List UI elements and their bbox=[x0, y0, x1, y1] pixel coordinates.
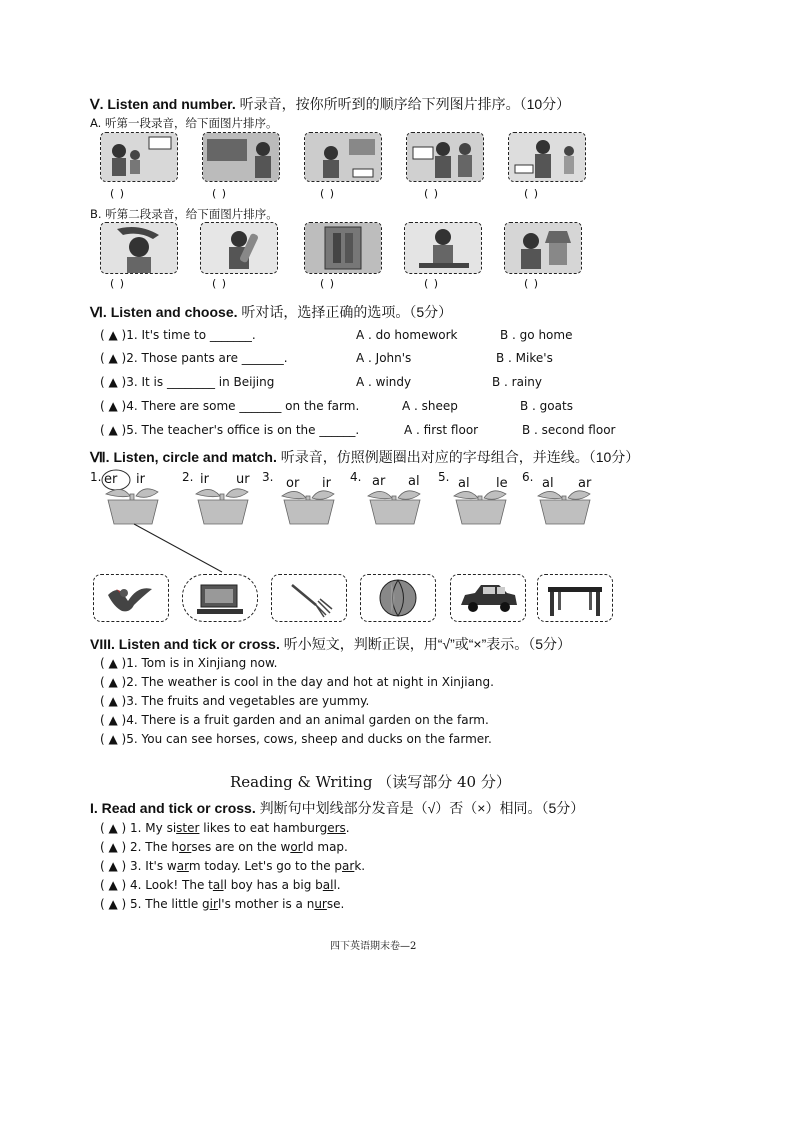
flower-number: 1. bbox=[90, 470, 102, 484]
s8-item-2: ( ▲ )2. The weather is cool in the day and hot at night in Xinjiang. bbox=[100, 675, 494, 689]
section-5-title: Ⅴ. Listen and number. 听录音，按你所听到的顺序给下列图片排序。（10分） bbox=[90, 96, 571, 112]
answer-paren-a5[interactable]: ( ) bbox=[524, 187, 540, 200]
flower-left-letters[interactable]: ir bbox=[200, 472, 209, 487]
s8-item-4: ( ▲ )4. There is a fruit garden and an animal garden on the farm. bbox=[100, 713, 489, 727]
flower-left-letters[interactable]: ar bbox=[372, 474, 386, 489]
section-8-title: VIII. Listen and tick or cross. 听小短文，判断正误，用“√”或“×”表示。（5分） bbox=[90, 636, 572, 652]
s6-q1-option-b[interactable]: B . go home bbox=[500, 328, 573, 342]
computer-icon bbox=[183, 575, 257, 621]
picture-b1 bbox=[100, 222, 178, 274]
s6-q3-option-b[interactable]: B . rainy bbox=[492, 375, 543, 389]
answer-paren-a3[interactable]: ( ) bbox=[320, 187, 336, 200]
s6-question-5: ( ▲ )5. The teacher's office is on the ______. bbox=[100, 423, 360, 437]
flower-right-letters[interactable]: le bbox=[496, 476, 508, 491]
picture-a2 bbox=[202, 132, 280, 182]
bird-icon bbox=[94, 575, 168, 621]
answer-paren-b3[interactable]: ( ) bbox=[320, 277, 336, 290]
answer-paren-b5[interactable]: ( ) bbox=[524, 277, 540, 290]
section-5a-label: A. 听第一段录音，给下面图片排序。 bbox=[90, 116, 278, 130]
picture-b4 bbox=[404, 222, 482, 274]
s8-item-1: ( ▲ )1. Tom is in Xinjiang now. bbox=[100, 656, 278, 670]
answer-paren-b2[interactable]: ( ) bbox=[212, 277, 228, 290]
picture-a3 bbox=[304, 132, 382, 182]
s1-item-1: ( ▲ ) 1. My sister likes to eat hamburgers. bbox=[100, 821, 350, 835]
s6-question-1: ( ▲ )1. It's time to _______. bbox=[100, 328, 256, 342]
s6-question-4: ( ▲ )4. There are some _______ on the farm. bbox=[100, 399, 360, 413]
answer-paren-a2[interactable]: ( ) bbox=[212, 187, 228, 200]
s6-question-3: ( ▲ )3. It is ________ in Beijing bbox=[100, 375, 275, 389]
section-1-title: I. Read and tick or cross. 判断句中划线部分发音是（√）否（×）相同。（5分） bbox=[90, 800, 585, 816]
s6-q2-option-a[interactable]: A . John's bbox=[356, 351, 412, 365]
picture-a5 bbox=[508, 132, 586, 182]
picture-b3 bbox=[304, 222, 382, 274]
ball-icon bbox=[361, 575, 435, 621]
s6-q1-option-a[interactable]: A . do homework bbox=[356, 328, 458, 342]
flower-right-letters[interactable]: ar bbox=[578, 476, 592, 491]
s1-item-2: ( ▲ ) 2. The horses are on the world map. bbox=[100, 840, 348, 854]
section-5b-label: B. 听第二段录音，给下面图片排序。 bbox=[90, 207, 278, 221]
s8-item-3: ( ▲ )3. The fruits and vegetables are yummy. bbox=[100, 694, 370, 708]
picture-b5 bbox=[504, 222, 582, 274]
s6-q2-option-b[interactable]: B . Mike's bbox=[496, 351, 553, 365]
s6-q4-option-b[interactable]: B . goats bbox=[520, 399, 573, 413]
fork-icon bbox=[272, 575, 346, 621]
flower-left-letters[interactable]: er bbox=[104, 472, 118, 487]
picture-b2 bbox=[200, 222, 278, 274]
flower-left-letters[interactable]: al bbox=[458, 476, 470, 491]
picture-a4 bbox=[406, 132, 484, 182]
s1-item-4: ( ▲ ) 4. Look! The tall boy has a big ball. bbox=[100, 878, 341, 892]
flower-right-letters[interactable]: ur bbox=[236, 472, 250, 487]
flower-number: 5. bbox=[438, 470, 450, 484]
flower-number: 3. bbox=[262, 470, 274, 484]
flower-number: 2. bbox=[182, 470, 194, 484]
s1-item-5: ( ▲ ) 5. The little girl's mother is a nurse. bbox=[100, 897, 345, 911]
object-fork[interactable] bbox=[271, 574, 347, 622]
flower-left-letters[interactable]: al bbox=[542, 476, 554, 491]
answer-paren-b4[interactable]: ( ) bbox=[424, 277, 440, 290]
object-computer[interactable] bbox=[182, 574, 258, 622]
answer-paren-b1[interactable]: ( ) bbox=[110, 277, 126, 290]
s6-q4-option-a[interactable]: A . sheep bbox=[402, 399, 458, 413]
flower-right-letters[interactable]: ir bbox=[322, 476, 331, 491]
picture-a1 bbox=[100, 132, 178, 182]
s6-q5-option-b[interactable]: B . second floor bbox=[522, 423, 616, 437]
object-bird[interactable] bbox=[93, 574, 169, 622]
car-icon bbox=[451, 575, 525, 621]
reading-writing-title: Reading & Writing （读写部分 40 分） bbox=[230, 773, 511, 791]
section-6-title: Ⅵ. Listen and choose. 听对话，选择正确的选项。（5分） bbox=[90, 304, 453, 320]
flower-number: 6. bbox=[522, 470, 534, 484]
page-footer: 四下英语期末卷—2 bbox=[330, 941, 417, 952]
flower-right-letters[interactable]: ir bbox=[136, 472, 145, 487]
s6-q3-option-a[interactable]: A . windy bbox=[356, 375, 412, 389]
s1-item-3: ( ▲ ) 3. It's warm today. Let's go to the park. bbox=[100, 859, 366, 873]
s6-question-2: ( ▲ )2. Those pants are _______. bbox=[100, 351, 288, 365]
flower-number: 4. bbox=[350, 470, 362, 484]
object-ball[interactable] bbox=[360, 574, 436, 622]
object-car[interactable] bbox=[450, 574, 526, 622]
flower-left-letters[interactable]: or bbox=[286, 476, 300, 491]
flower-right-letters[interactable]: al bbox=[408, 474, 420, 489]
section-7-title: Ⅶ. Listen, circle and match. 听录音，仿照例题圈出对应的字母组合，并连线。（10分） bbox=[90, 449, 640, 465]
s6-q5-option-a[interactable]: A . first floor bbox=[404, 423, 479, 437]
s8-item-5: ( ▲ )5. You can see horses, cows, sheep and ducks on the farmer. bbox=[100, 732, 492, 746]
answer-paren-a4[interactable]: ( ) bbox=[424, 187, 440, 200]
object-table[interactable] bbox=[537, 574, 613, 622]
answer-paren-a1[interactable]: ( ) bbox=[110, 187, 126, 200]
table-icon bbox=[538, 575, 612, 621]
